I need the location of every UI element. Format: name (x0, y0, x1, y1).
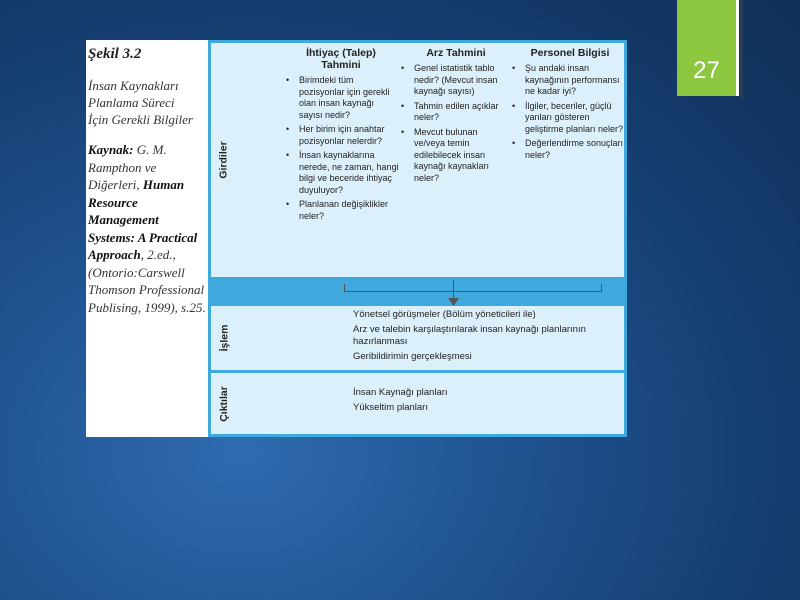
list-item: • Birimdeki tüm pozisyonlar için gerekli olan insan kaynağı sayısı nedir? (286, 75, 399, 121)
inputs-label: Girdiler (218, 141, 231, 179)
diagram-panel (208, 40, 627, 437)
arrow-down-icon (448, 298, 459, 306)
list-item: • İnsan kaynaklarına nerede, ne zaman, hangi bilgi ve beceride ihtiyaç duyuluyor? (286, 150, 399, 196)
process-list (353, 309, 613, 366)
figure-subtitle-line: İnsan Kaynakları (88, 78, 179, 93)
list-item: • Genel istatistik tablo nedir? (Mevcut insan kaynağı sayısı) (401, 63, 509, 98)
outputs-label: Çıktılar (218, 385, 231, 422)
column-header-supply: Arz Tahmini (426, 47, 486, 59)
page-number-shadow (740, 0, 743, 99)
connector-line (344, 284, 345, 291)
figure-image (86, 40, 627, 437)
process-label: İşlem (218, 324, 231, 352)
source-book-title: Human Resource Management Systems: A Practical Approach (88, 177, 198, 262)
source-label: Kaynak: (88, 142, 134, 157)
column-header-personnel: Personel Bilgisi (530, 47, 610, 59)
figure-subtitle (88, 77, 208, 128)
inputs-box (211, 43, 624, 277)
list-item: • Tahmin edilen açıklar neler? (401, 101, 509, 124)
outputs-box (211, 373, 624, 434)
figure-title: Şekil 3.2 (88, 46, 142, 62)
figure-subtitle-line: İçin Gerekli Bilgiler (88, 112, 193, 127)
figure-caption (86, 40, 208, 437)
page-number: 27 (693, 57, 720, 84)
source-publication: , 2.ed., (Ontorio:Carswell Thomson Professional Publising, 1999), s.25. (88, 247, 206, 315)
list-item: Geribildirimin gerçekleşmesi (353, 351, 472, 362)
column-header-demand: İhtiyaç (Talep) Tahmini (306, 47, 376, 71)
connector-line (601, 284, 602, 291)
list-item: Arz ve talebin karşılaştırılarak insan kaynağı planlarının hazırlanması (353, 324, 586, 347)
figure-subtitle-line: Planlama Süreci (88, 95, 175, 110)
process-box (211, 306, 624, 370)
figure-source (88, 141, 208, 316)
list-item: • Değerlendirme sonuçları neler? (512, 138, 624, 161)
personnel-list (512, 63, 624, 164)
list-item: Yükseltim planları (353, 402, 428, 413)
list-item: Yönetsel görüşmeler (Bölüm yöneticileri ile) (353, 309, 536, 320)
demand-list (286, 75, 399, 225)
outputs-list (353, 387, 613, 417)
supply-list (401, 63, 509, 187)
list-item: İnsan Kaynağı planları (353, 387, 448, 398)
list-item: • Her birim için anahtar pozisyonlar nelerdir? (286, 124, 399, 147)
connector-line (344, 291, 602, 292)
page-number-badge (677, 0, 739, 96)
list-item: • İlgiler, beceriler, güçlü yanları gösteren geliştirme planları neler? (512, 101, 624, 136)
list-item: • Planlanan değişiklikler neler? (286, 199, 399, 222)
list-item: • Mevcut bulunan ve/veya temin edilebilecek insan kaynağı kaynakları neler? (401, 127, 509, 185)
list-item: • Şu andaki insan kaynağının performansı ne kadar iyi? (512, 63, 624, 98)
source-authors: G. M. Rampthon ve Diğerleri, (88, 142, 167, 192)
